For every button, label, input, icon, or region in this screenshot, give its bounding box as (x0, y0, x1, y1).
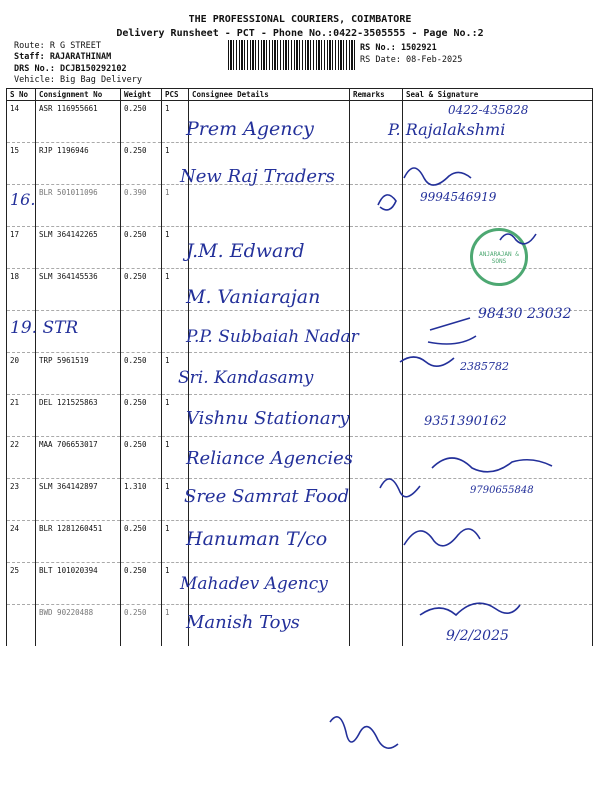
cell-pcs: 1 (162, 563, 189, 605)
cell-pcs: 1 (162, 227, 189, 269)
margin-mark: 19. STR (10, 318, 79, 338)
cell-weight: 0.250 (121, 521, 162, 563)
drs-number: DRS No.: DCJB150292102 (14, 64, 127, 74)
cell-weight: 1.310 (121, 479, 162, 521)
cell-sno: 17 (7, 227, 36, 269)
handwritten-consignee: Vishnu Stationary (186, 408, 350, 429)
handwritten-consignee: M. Vaniarajan (186, 286, 321, 308)
cell-pcs: 1 (162, 437, 189, 479)
cell-pcs: 1 (162, 521, 189, 563)
signature-stroke (378, 195, 396, 210)
handwritten-consignee: P.P. Subbaiah Nadar (186, 327, 359, 347)
cell-consignment: MAA 706653017 (36, 437, 121, 479)
handwritten-phone: 2385782 (460, 360, 509, 373)
handwritten-phone: 0422-435828 (448, 103, 529, 117)
company-title: THE PROFESSIONAL COURIERS, COIMBATORE (188, 14, 412, 25)
cell-pcs: 1 (162, 395, 189, 437)
runsheet-subtitle: Delivery Runsheet - PCT - Phone No.:0422-3505555 - Page No.:2 (116, 28, 484, 39)
cell-weight: 0.250 (121, 353, 162, 395)
signature-stroke (404, 168, 471, 185)
cell-consignment: BLR 1281260451 (36, 521, 121, 563)
cell-weight: 0.250 (121, 227, 162, 269)
cell-sno: 25 (7, 563, 36, 605)
seal-stamp: ANJARAJAN & SONS (470, 228, 528, 286)
signature-stroke (432, 458, 552, 472)
handwritten-phone: 9994546919 (420, 190, 497, 204)
margin-mark: 16. (10, 190, 36, 209)
cell-pcs: 1 (162, 101, 189, 143)
cell-consignment: BLT 101020394 (36, 563, 121, 605)
cell-sno: 23 (7, 479, 36, 521)
cell-weight: 0.250 (121, 143, 162, 185)
cell-weight: 0.250 (121, 395, 162, 437)
cell-sno: 22 (7, 437, 36, 479)
cell-consignment: SLM 364145536 (36, 269, 121, 311)
handwritten-consignee: Prem Agency (186, 118, 314, 140)
col-weight: Weight (121, 89, 162, 101)
handwritten-phone: 9351390162 (424, 414, 507, 429)
cell-weight: 0.390 (121, 185, 162, 227)
signature-stroke (404, 529, 480, 546)
handwritten-consignee: J.M. Edward (186, 240, 305, 262)
cell-consignment: RJP 1196946 (36, 143, 121, 185)
col-sno: S No (7, 89, 36, 101)
signature-stroke (420, 603, 520, 615)
rs-date: RS Date: 08-Feb-2025 (360, 55, 463, 65)
cell-pcs: 1 (162, 605, 189, 647)
cell-sno: 21 (7, 395, 36, 437)
cell-consignment: ASR 116955661 (36, 101, 121, 143)
col-seal-signature: Seal & Signature (403, 89, 593, 101)
cell-weight: 0.250 (121, 563, 162, 605)
cell-consignment: SLM 364142265 (36, 227, 121, 269)
cell-consignment: DEL 121525863 (36, 395, 121, 437)
cell-weight: 0.250 (121, 437, 162, 479)
staff-label: Staff: RAJARATHINAM (14, 52, 112, 62)
handwritten-consignee: Hanuman T/co (186, 528, 328, 550)
cell-pcs: 1 (162, 143, 189, 185)
rs-number: RS No.: 1502921 (360, 43, 437, 53)
cell-pcs: 1 (162, 269, 189, 311)
cell-sno: 18 (7, 269, 36, 311)
route-label: Route: R G STREET (14, 41, 101, 51)
col-remarks: Remarks (350, 89, 403, 101)
handwritten-consignee: Manish Toys (186, 612, 300, 633)
cell-consignment: TRP 5961519 (36, 353, 121, 395)
vehicle-label: Vehicle: Big Bag Delivery (14, 75, 142, 85)
signature-stroke (380, 479, 420, 497)
cell-sno: 14 (7, 101, 36, 143)
handwritten-phone: 98430 23032 (478, 306, 572, 322)
cell-sno: 24 (7, 521, 36, 563)
handwritten-consignee: Mahadev Agency (180, 574, 328, 594)
cell-weight: 0.250 (121, 101, 162, 143)
handwritten-consignee: Reliance Agencies (186, 448, 353, 469)
handwritten-signature: P. Rajalakshmi (388, 120, 506, 139)
cell-sno: 20 (7, 353, 36, 395)
col-consignee: Consignee Details (189, 89, 350, 101)
handwritten-consignee: New Raj Traders (180, 166, 335, 187)
col-consignment: Consignment No (36, 89, 121, 101)
cell-consignment: BWD 90220488 (36, 605, 121, 647)
cell-consignment: BLR 501011096 (36, 185, 121, 227)
handwritten-consignee: Sri. Kandasamy (178, 368, 314, 388)
cell-pcs: 1 (162, 353, 189, 395)
signature-stroke (330, 717, 398, 748)
signature-stroke (500, 234, 536, 244)
cell-weight: 0.250 (121, 605, 162, 647)
cell-sno: 15 (7, 143, 36, 185)
cell-pcs: 1 (162, 185, 189, 227)
handwritten-date: 9/2/2025 (446, 628, 509, 644)
cell-weight: 0.250 (121, 269, 162, 311)
signature-stroke (428, 318, 476, 344)
cell-consignment: SLM 364142897 (36, 479, 121, 521)
handwritten-consignee: Sree Samrat Food (184, 486, 350, 507)
signature-stroke (400, 357, 454, 366)
handwritten-phone: 9790655848 (470, 485, 534, 496)
col-pcs: PCS (162, 89, 189, 101)
cell-pcs: 1 (162, 479, 189, 521)
